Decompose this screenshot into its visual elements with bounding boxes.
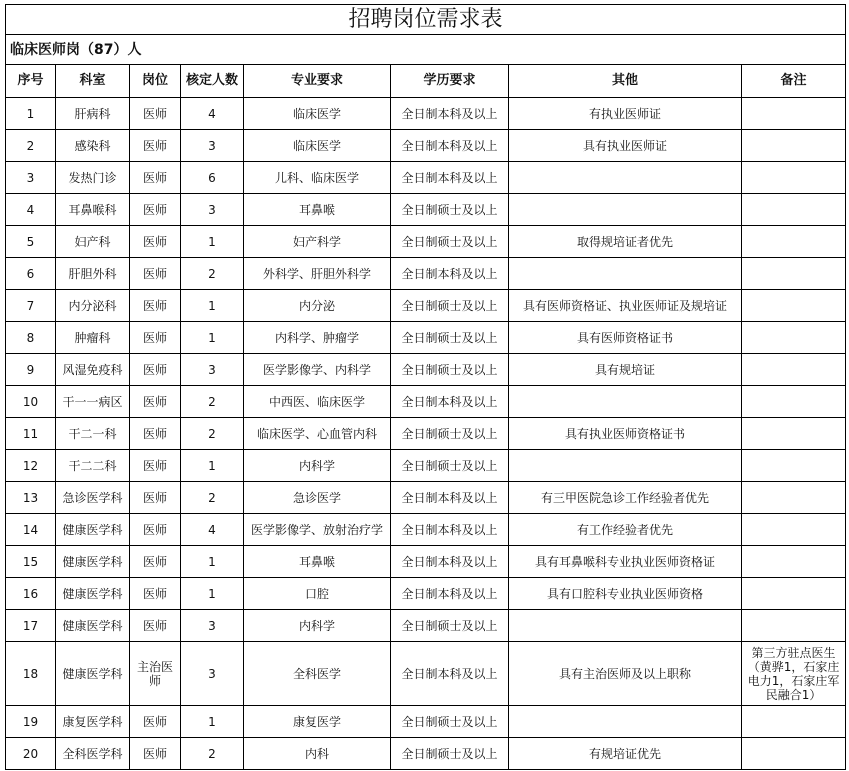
- table-cell: 医师: [130, 610, 181, 642]
- table-cell: 耳鼻喉: [244, 194, 391, 226]
- table-cell: 医师: [130, 162, 181, 194]
- table-cell: 全日制硕士及以上: [391, 194, 509, 226]
- table-cell: 急诊医学: [244, 482, 391, 514]
- table-cell: 4: [181, 98, 244, 130]
- table-cell: 6: [6, 258, 56, 290]
- table-row: [6, 738, 846, 770]
- table-cell: 10: [6, 386, 56, 418]
- table-cell: 2: [181, 738, 244, 770]
- table-cell: 干二二科: [56, 450, 130, 482]
- header-cell: 科室: [56, 65, 130, 98]
- table-cell: 医师: [130, 290, 181, 322]
- table-row: [6, 354, 846, 386]
- table-cell: 具有主治医师及以上职称: [509, 642, 742, 706]
- table-cell: 全日制硕士及以上: [391, 354, 509, 386]
- table-cell: 1: [181, 706, 244, 738]
- table-title: 招聘岗位需求表: [6, 5, 846, 35]
- table-cell: 9: [6, 354, 56, 386]
- table-cell: [742, 258, 846, 290]
- table-row: [6, 706, 846, 738]
- table-cell: 康复医学: [244, 706, 391, 738]
- table-cell: [509, 386, 742, 418]
- table-cell: 全日制硕士及以上: [391, 322, 509, 354]
- table-cell: 中西医、临床医学: [244, 386, 391, 418]
- table-cell: 医师: [130, 738, 181, 770]
- table-cell: 1: [6, 98, 56, 130]
- table-cell: 有规培证优先: [509, 738, 742, 770]
- table-cell: 内科学: [244, 610, 391, 642]
- table-cell: 医师: [130, 354, 181, 386]
- table-cell: 6: [181, 162, 244, 194]
- table-row: [6, 610, 846, 642]
- table-cell: 主治医师: [130, 642, 181, 706]
- table-cell: [742, 418, 846, 450]
- table-cell: 有工作经验者优先: [509, 514, 742, 546]
- table-cell: 全日制本科及以上: [391, 642, 509, 706]
- table-row: [6, 290, 846, 322]
- table-row: [6, 482, 846, 514]
- table-cell: 全科医学: [244, 642, 391, 706]
- table-cell: 发热门诊: [56, 162, 130, 194]
- table-cell: 妇产科学: [244, 226, 391, 258]
- table-cell: [742, 290, 846, 322]
- table-cell: 耳鼻喉: [244, 546, 391, 578]
- table-cell: 耳鼻喉科: [56, 194, 130, 226]
- table-cell: 全日制硕士及以上: [391, 738, 509, 770]
- table-cell: 7: [6, 290, 56, 322]
- table-cell: 妇产科: [56, 226, 130, 258]
- table-cell: 全日制硕士及以上: [391, 450, 509, 482]
- table-cell: 健康医学科: [56, 514, 130, 546]
- table-cell: 具有医师资格证书: [509, 322, 742, 354]
- table-cell: 临床医学: [244, 130, 391, 162]
- table-cell: 健康医学科: [56, 642, 130, 706]
- header-cell: 岗位: [130, 65, 181, 98]
- table-cell: 内科: [244, 738, 391, 770]
- table-cell: 医学影像学、放射治疗学: [244, 514, 391, 546]
- table-row: [6, 450, 846, 482]
- table-row: [6, 546, 846, 578]
- table-cell: 医师: [130, 578, 181, 610]
- header-cell: 专业要求: [244, 65, 391, 98]
- table-cell: 具有执业医师资格证书: [509, 418, 742, 450]
- table-cell: [742, 482, 846, 514]
- table-cell: 全日制本科及以上: [391, 98, 509, 130]
- table-cell: 5: [6, 226, 56, 258]
- table-cell: 内科学、肿瘤学: [244, 322, 391, 354]
- section-title: 临床医师岗（87）人: [6, 35, 846, 65]
- table-cell: 内科学: [244, 450, 391, 482]
- table-cell: 3: [181, 354, 244, 386]
- table-cell: 健康医学科: [56, 610, 130, 642]
- table-row: [6, 226, 846, 258]
- table-cell: 感染科: [56, 130, 130, 162]
- table-cell: 20: [6, 738, 56, 770]
- table-cell: 医师: [130, 258, 181, 290]
- table-row: [6, 322, 846, 354]
- table-cell: 3: [181, 130, 244, 162]
- table-cell: 肝胆外科: [56, 258, 130, 290]
- table-cell: 13: [6, 482, 56, 514]
- table-cell: 医师: [130, 706, 181, 738]
- table-cell: 3: [181, 194, 244, 226]
- table-cell: 2: [181, 418, 244, 450]
- table-cell: 1: [181, 322, 244, 354]
- table-cell: 内分泌科: [56, 290, 130, 322]
- table-cell: 有执业医师证: [509, 98, 742, 130]
- table-cell: 医师: [130, 322, 181, 354]
- table-cell: 全日制本科及以上: [391, 130, 509, 162]
- table-cell: 全日制本科及以上: [391, 386, 509, 418]
- table-cell: 全日制本科及以上: [391, 162, 509, 194]
- table-cell: [742, 226, 846, 258]
- table-cell: 2: [6, 130, 56, 162]
- table-cell: 医师: [130, 226, 181, 258]
- table-cell: [509, 194, 742, 226]
- table-cell: [742, 514, 846, 546]
- table-cell: 16: [6, 578, 56, 610]
- table-cell: 康复医学科: [56, 706, 130, 738]
- table-cell: [509, 706, 742, 738]
- table-cell: [742, 98, 846, 130]
- table-cell: 具有执业医师证: [509, 130, 742, 162]
- header-cell: 学历要求: [391, 65, 509, 98]
- table-cell: 18: [6, 642, 56, 706]
- table-row: [6, 162, 846, 194]
- header-cell: 备注: [742, 65, 846, 98]
- table-cell: 全日制硕士及以上: [391, 290, 509, 322]
- table-cell: 医师: [130, 194, 181, 226]
- table-cell: 11: [6, 418, 56, 450]
- table-cell: 急诊医学科: [56, 482, 130, 514]
- table-row: [6, 578, 846, 610]
- table-row: [6, 98, 846, 130]
- table-cell: [509, 610, 742, 642]
- table-cell: 3: [181, 642, 244, 706]
- table-cell: 健康医学科: [56, 546, 130, 578]
- header-row: [6, 65, 846, 98]
- table-cell: 全日制硕士及以上: [391, 418, 509, 450]
- table-cell: 全日制本科及以上: [391, 514, 509, 546]
- table-cell: 19: [6, 706, 56, 738]
- table-row: [6, 130, 846, 162]
- header-cell: 序号: [6, 65, 56, 98]
- table-cell: 干一一病区: [56, 386, 130, 418]
- table-cell: 干二一科: [56, 418, 130, 450]
- table-cell: 口腔: [244, 578, 391, 610]
- table-cell: [742, 546, 846, 578]
- table-cell: [742, 450, 846, 482]
- table-cell: [742, 194, 846, 226]
- table-cell: 肿瘤科: [56, 322, 130, 354]
- table-cell: 3: [6, 162, 56, 194]
- table-cell: 1: [181, 546, 244, 578]
- table-cell: 内分泌: [244, 290, 391, 322]
- table-cell: 取得规培证者优先: [509, 226, 742, 258]
- table-cell: 医师: [130, 386, 181, 418]
- table-cell: [509, 258, 742, 290]
- table-cell: 具有耳鼻喉科专业执业医师资格证: [509, 546, 742, 578]
- table-cell: 医师: [130, 130, 181, 162]
- table-cell: 2: [181, 482, 244, 514]
- table-cell: 第三方驻点医生（黄骅1，石家庄电力1，石家庄军民融合1）: [742, 642, 846, 706]
- table-cell: 全日制本科及以上: [391, 482, 509, 514]
- table-row: [6, 418, 846, 450]
- table-cell: 14: [6, 514, 56, 546]
- table-cell: 风湿免疫科: [56, 354, 130, 386]
- table-cell: 肝病科: [56, 98, 130, 130]
- table-cell: 医师: [130, 514, 181, 546]
- table-cell: 1: [181, 226, 244, 258]
- table-cell: 2: [181, 386, 244, 418]
- table-cell: 全日制本科及以上: [391, 258, 509, 290]
- table-row: [6, 514, 846, 546]
- header-cell: 其他: [509, 65, 742, 98]
- table-cell: [742, 322, 846, 354]
- table-cell: 医师: [130, 482, 181, 514]
- table-cell: 1: [181, 578, 244, 610]
- table-cell: 2: [181, 258, 244, 290]
- table-cell: 15: [6, 546, 56, 578]
- table-row: [6, 194, 846, 226]
- table-cell: 1: [181, 450, 244, 482]
- table-cell: [742, 578, 846, 610]
- table-cell: 17: [6, 610, 56, 642]
- table-cell: [742, 386, 846, 418]
- table-cell: 具有口腔科专业执业医师资格: [509, 578, 742, 610]
- table-cell: 全日制本科及以上: [391, 578, 509, 610]
- table-cell: [742, 610, 846, 642]
- table-cell: 全日制本科及以上: [391, 546, 509, 578]
- table-cell: [742, 162, 846, 194]
- table-row: [6, 386, 846, 418]
- table-cell: 3: [181, 610, 244, 642]
- table-cell: 健康医学科: [56, 578, 130, 610]
- table-cell: [509, 450, 742, 482]
- table-cell: 4: [181, 514, 244, 546]
- table-cell: 医师: [130, 418, 181, 450]
- table-cell: [742, 130, 846, 162]
- table-cell: 全日制硕士及以上: [391, 610, 509, 642]
- table-cell: [742, 354, 846, 386]
- table-cell: 医师: [130, 450, 181, 482]
- table-cell: 全日制硕士及以上: [391, 706, 509, 738]
- table-cell: [742, 706, 846, 738]
- table-cell: 8: [6, 322, 56, 354]
- table-cell: 临床医学: [244, 98, 391, 130]
- table-cell: 医师: [130, 98, 181, 130]
- table-row: [6, 258, 846, 290]
- table-cell: 4: [6, 194, 56, 226]
- table-cell: 12: [6, 450, 56, 482]
- table-row: [6, 642, 846, 706]
- table-cell: 全科医学科: [56, 738, 130, 770]
- recruitment-table: [5, 4, 846, 770]
- table-cell: 具有医师资格证、执业医师证及规培证: [509, 290, 742, 322]
- table-cell: 医师: [130, 546, 181, 578]
- table-cell: [742, 738, 846, 770]
- table-cell: 儿科、临床医学: [244, 162, 391, 194]
- table-cell: 具有规培证: [509, 354, 742, 386]
- table-cell: 全日制硕士及以上: [391, 226, 509, 258]
- table-cell: 临床医学、心血管内科: [244, 418, 391, 450]
- table-cell: 医学影像学、内科学: [244, 354, 391, 386]
- header-cell: 核定人数: [181, 65, 244, 98]
- table-cell: 有三甲医院急诊工作经验者优先: [509, 482, 742, 514]
- table-cell: 1: [181, 290, 244, 322]
- table-cell: [509, 162, 742, 194]
- table-cell: 外科学、肝胆外科学: [244, 258, 391, 290]
